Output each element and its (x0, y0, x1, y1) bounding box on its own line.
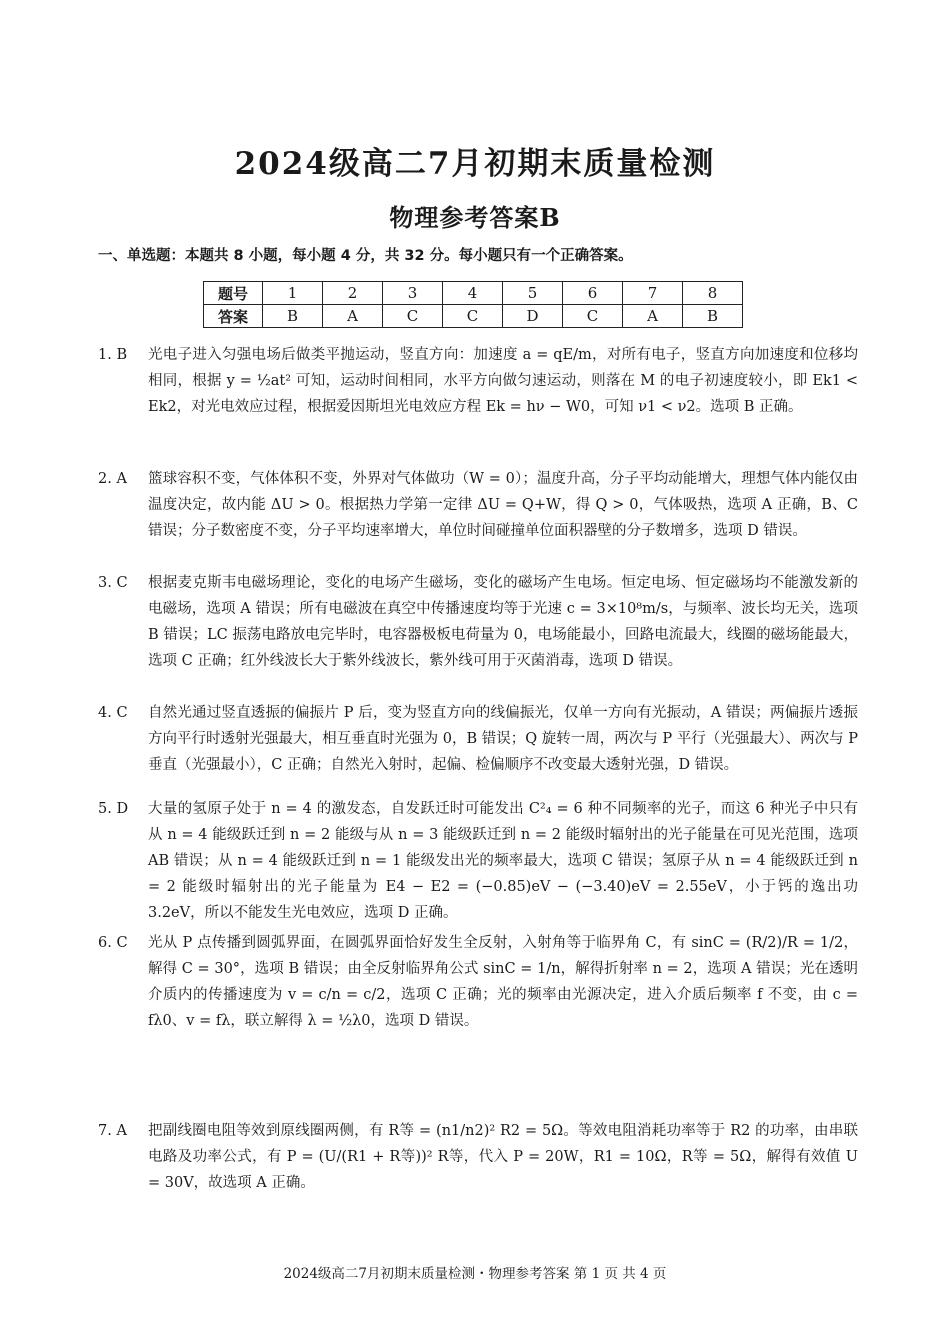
question-label: 7. A (98, 1123, 127, 1139)
question-label: 4. C (98, 705, 128, 721)
question-label: 2. A (98, 471, 127, 487)
answer-cell: A (623, 305, 683, 328)
table-row-numbers (204, 282, 743, 305)
question-explanation-5 (98, 796, 858, 926)
answer-cell: B (683, 305, 743, 328)
question-number-cell: 8 (683, 282, 743, 305)
explanation-text: 篮球容积不变，气体体积不变，外界对气体做功（W = 0）；温度升高，分子平均动能增大，理想气体内能仅由温度决定，故内能 ΔU > 0。根据热力学第一定律 ΔU = Q+W，得 Q > 0，气体吸热，选项 A 正确，B、C 错误；分子数密度不变，分子平均速率增大，单位时间碰撞单位面积器壁的分子数增多，选项 D 错误。 (148, 471, 858, 539)
answer-cell: C (383, 305, 443, 328)
answer-table (203, 281, 743, 328)
question-label: 5. D (98, 801, 129, 817)
table-row-answers (204, 305, 743, 328)
answer-cell: B (263, 305, 323, 328)
explanation-text: 大量的氢原子处于 n = 4 的激发态，自发跃迁时可能发出 C²₄ = 6 种不同频率的光子，而这 6 种光子中只有从 n = 4 能级跃迁到 n = 2 能级与从 n = 3 能级跃迁到 n = 2 能级时辐射出的光子能量在可见光范围，选项 AB 错误；从 n = 4 能级跃迁到 n = 1 能级发出光的频率最大，选项 C 错误；氢原子从 n = 4 能级跃迁到 n = 2 能级时辐射出的光子能量为 E4 − E2 = (−0.85)eV − (−3.40)eV = 2.55eV，小于钙的逸出功 3.2eV，所以不能发生光电效应，选项 D 正确。 (148, 801, 858, 921)
section-heading: 一、单选题：本题共 8 小题，每小题 4 分，共 32 分。每小题只有一个正确答案。 (98, 248, 633, 264)
question-explanation-1 (98, 342, 858, 420)
page-subtitle: 物理参考答案B (389, 203, 561, 232)
answer-cell: A (323, 305, 383, 328)
page-footer: 2024级高二7月初期末质量检测・物理参考答案 第 1 页 共 4 页 (283, 1266, 667, 1282)
question-number-cell: 7 (623, 282, 683, 305)
table-header-label: 题号 (204, 282, 263, 305)
question-label: 3. C (98, 575, 128, 591)
question-number-cell: 2 (323, 282, 383, 305)
question-explanation-7 (98, 1118, 858, 1196)
question-explanation-4 (98, 700, 858, 778)
page-title: 2024级高二7月初期末质量检测 (234, 146, 716, 182)
answer-cell: D (503, 305, 563, 328)
question-number-cell: 6 (563, 282, 623, 305)
explanation-text: 光电子进入匀强电场后做类平抛运动，竖直方向：加速度 a = qE/m，对所有电子，竖直方向加速度和位移均相同，根据 y = ½at² 可知，运动时间相同，水平方向做匀速运动，则落在 M 的电子初速度较小，即 Ek1 < Ek2，对光电效应过程，根据爱因斯坦光电效应方程 Ek = hν − W0，可知 ν1 < ν2。选项 B 正确。 (148, 347, 858, 415)
question-explanation-6 (98, 930, 858, 1034)
explanation-text: 根据麦克斯韦电磁场理论，变化的电场产生磁场，变化的磁场产生电场。恒定电场、恒定磁场均不能激发新的电磁场，选项 A 错误；所有电磁波在真空中传播速度均等于光速 c = 3×10⁸m/s，与频率、波长均无关，选项 B 错误；LC 振荡电路放电完毕时，电容器极板电荷量为 0，电场能最小，回路电流最大，线圈的磁场能最大，选项 C 正确；红外线波长大于紫外线波长，紫外线可用于灭菌消毒，选项 D 错误。 (148, 575, 858, 669)
answer-cell: C (563, 305, 623, 328)
question-explanation-3 (98, 570, 858, 674)
explanation-text: 把副线圈电阻等效到原线圈两侧，有 R等 = (n1/n2)² R2 = 5Ω。等效电阻消耗功率等于 R2 的功率，由串联电路及功率公式，有 P = (U/(R1 + R等))² R等，代入 P = 20W，R1 = 10Ω，R等 = 5Ω，解得有效值 U = 30V，故选项 A 正确。 (148, 1123, 858, 1191)
table-answer-label: 答案 (204, 305, 263, 328)
question-number-cell: 5 (503, 282, 563, 305)
question-number-cell: 3 (383, 282, 443, 305)
explanation-text: 光从 P 点传播到圆弧界面，在圆弧界面恰好发生全反射，入射角等于临界角 C，有 sinC = (R/2)/R = 1/2，解得 C = 30°，选项 B 错误；由全反射临界角公式 sinC = 1/n，解得折射率 n = 2，选项 A 错误；光在透明介质内的传播速度为 v = c/n = c/2，选项 C 正确；光的频率由光源决定，进入介质后频率 f 不变，由 c = fλ0、v = fλ，联立解得 λ = ½λ0，选项 D 错误。 (148, 935, 858, 1029)
question-explanation-2 (98, 466, 858, 544)
question-label: 1. B (98, 347, 128, 363)
question-number-cell: 1 (263, 282, 323, 305)
answer-cell: C (443, 305, 503, 328)
question-label: 6. C (98, 935, 128, 951)
question-number-cell: 4 (443, 282, 503, 305)
explanation-text: 自然光通过竖直透振的偏振片 P 后，变为竖直方向的线偏振光，仅单一方向有光振动，A 错误；两偏振片透振方向平行时透射光强最大，相互垂直时光强为 0，B 错误；Q 旋转一周，两次与 P 平行（光强最大）、两次与 P 垂直（光强最小），C 正确；自然光入射时，起偏、检偏顺序不改变最大透射光强，D 错误。 (148, 705, 858, 773)
